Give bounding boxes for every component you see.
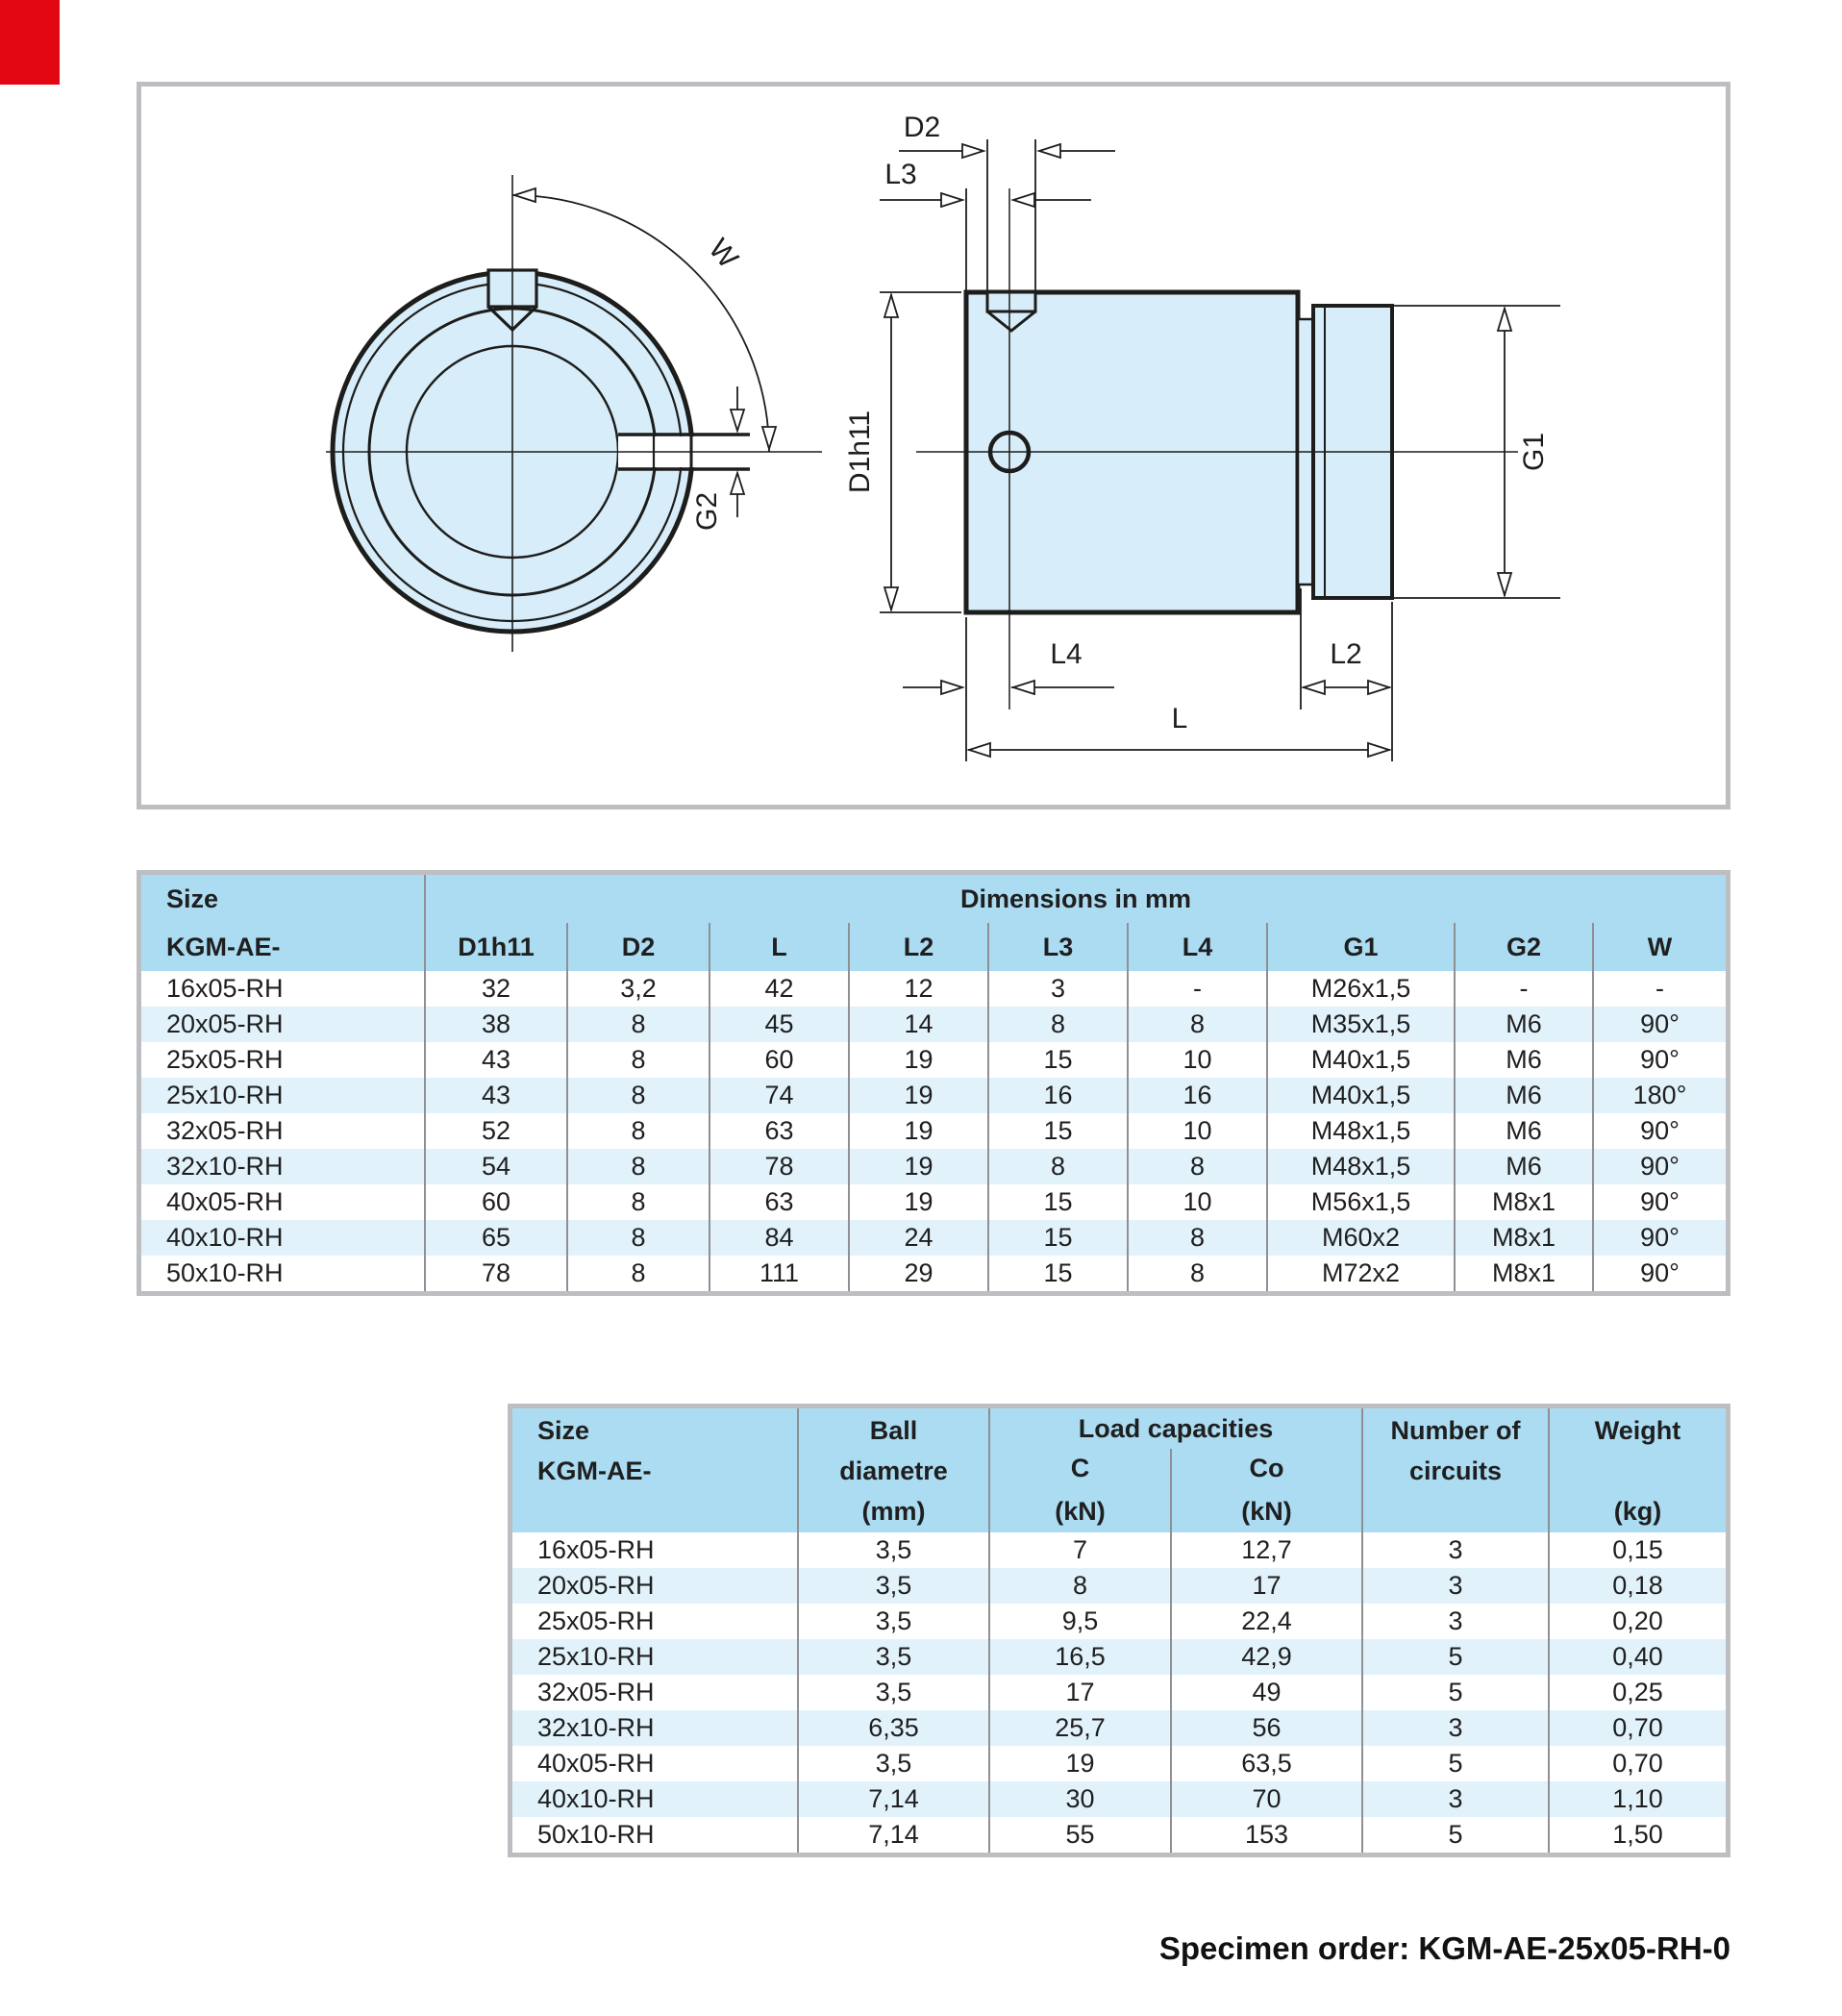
col-header-g1: G1 bbox=[1267, 923, 1455, 971]
value-cell: M56x1,5 bbox=[1267, 1184, 1455, 1220]
size-cell: 40x05-RH bbox=[166, 1187, 284, 1216]
value-cell: 45 bbox=[709, 1007, 849, 1042]
value-cell: M6 bbox=[1455, 1042, 1593, 1078]
value-cell: 8 bbox=[1128, 1007, 1267, 1042]
value-cell: 0,70 bbox=[1549, 1710, 1726, 1746]
d2-arrowhead-left bbox=[962, 144, 983, 158]
load-capacities-group-header: Load capacities bbox=[989, 1408, 1362, 1449]
l-label: L bbox=[1171, 703, 1188, 734]
value-cell: 16 bbox=[1128, 1078, 1267, 1113]
col-header-d2: D2 bbox=[567, 923, 709, 971]
value-cell: 5 bbox=[1362, 1746, 1549, 1781]
mm-unit-label: (mm) bbox=[861, 1496, 926, 1526]
value-cell: 90° bbox=[1593, 1007, 1726, 1042]
value-cell: 90° bbox=[1593, 1184, 1726, 1220]
value-cell: 8 bbox=[1128, 1149, 1267, 1184]
value-cell: - bbox=[1455, 971, 1593, 1007]
table-row bbox=[512, 1710, 1726, 1746]
value-cell: 0,15 bbox=[1549, 1532, 1726, 1568]
size-cell: 40x05-RH bbox=[537, 1749, 655, 1778]
value-cell: 8 bbox=[567, 1113, 709, 1149]
table-row bbox=[141, 1184, 1726, 1220]
value-cell: 8 bbox=[1128, 1220, 1267, 1256]
d1h11-arrowhead-top bbox=[884, 295, 898, 317]
value-cell: 8 bbox=[567, 1078, 709, 1113]
value-cell: 8 bbox=[988, 1149, 1128, 1184]
value-cell: 3 bbox=[1362, 1604, 1549, 1639]
value-cell: - bbox=[1128, 971, 1267, 1007]
value-cell: M6 bbox=[1455, 1078, 1593, 1113]
value-cell: 3 bbox=[1362, 1532, 1549, 1568]
spacer bbox=[537, 1491, 797, 1531]
co-column-header bbox=[1171, 1449, 1362, 1532]
table-row bbox=[512, 1604, 1726, 1639]
size-label: Size bbox=[166, 884, 219, 913]
value-cell: 3 bbox=[988, 971, 1128, 1007]
value-cell: 8 bbox=[567, 1042, 709, 1078]
co-unit-label: (kN) bbox=[1241, 1497, 1292, 1526]
table-row bbox=[512, 1639, 1726, 1675]
value-cell: 90° bbox=[1593, 1113, 1726, 1149]
value-cell: 17 bbox=[989, 1675, 1171, 1710]
value-cell: 78 bbox=[709, 1149, 849, 1184]
value-cell: 8 bbox=[567, 1220, 709, 1256]
side-view bbox=[844, 112, 1560, 761]
g1-label: G1 bbox=[1518, 432, 1550, 472]
value-cell: 3,5 bbox=[798, 1746, 989, 1781]
table-row bbox=[512, 1746, 1726, 1781]
table-row bbox=[141, 1220, 1726, 1256]
value-cell: 0,18 bbox=[1549, 1568, 1726, 1604]
value-cell: 16 bbox=[988, 1078, 1128, 1113]
l-arrowhead-right bbox=[1368, 743, 1389, 757]
spacer bbox=[1363, 1491, 1548, 1531]
circuits-label: circuits bbox=[1408, 1456, 1503, 1485]
value-cell: 0,20 bbox=[1549, 1604, 1726, 1639]
value-cell: 29 bbox=[849, 1256, 988, 1291]
value-cell: 19 bbox=[849, 1042, 988, 1078]
size-cell: 25x05-RH bbox=[537, 1606, 655, 1635]
value-cell: 52 bbox=[425, 1113, 567, 1149]
value-cell: 14 bbox=[849, 1007, 988, 1042]
size-column-header bbox=[141, 875, 425, 971]
load-capacities-table bbox=[512, 1408, 1726, 1853]
value-cell: 17 bbox=[1171, 1568, 1362, 1604]
value-cell: 19 bbox=[849, 1113, 988, 1149]
value-cell: 42 bbox=[709, 971, 849, 1007]
value-cell: 19 bbox=[989, 1746, 1171, 1781]
value-cell: 3,5 bbox=[798, 1675, 989, 1710]
size-cell: 50x10-RH bbox=[537, 1820, 655, 1849]
value-cell: 8 bbox=[567, 1256, 709, 1291]
l4-arrowhead-stub bbox=[941, 681, 962, 694]
value-cell: 16,5 bbox=[989, 1639, 1171, 1675]
value-cell: M72x2 bbox=[1267, 1256, 1455, 1291]
value-cell: 8 bbox=[1128, 1256, 1267, 1291]
value-cell: 42,9 bbox=[1171, 1639, 1362, 1675]
value-cell: 10 bbox=[1128, 1184, 1267, 1220]
load-table-panel bbox=[508, 1404, 1730, 1857]
value-cell: 25,7 bbox=[989, 1710, 1171, 1746]
value-cell: 15 bbox=[988, 1042, 1128, 1078]
value-cell: 65 bbox=[425, 1220, 567, 1256]
value-cell: 24 bbox=[849, 1220, 988, 1256]
series-label: KGM-AE- bbox=[537, 1456, 652, 1485]
value-cell: 19 bbox=[849, 1078, 988, 1113]
ball-nut-drawing bbox=[141, 87, 1726, 805]
value-cell: 12 bbox=[849, 971, 988, 1007]
value-cell: 30 bbox=[989, 1781, 1171, 1817]
value-cell: 3 bbox=[1362, 1781, 1549, 1817]
body-notch-rect bbox=[987, 292, 1035, 311]
value-cell: 9,5 bbox=[989, 1604, 1171, 1639]
value-cell: M6 bbox=[1455, 1007, 1593, 1042]
value-cell: 10 bbox=[1128, 1042, 1267, 1078]
w-arrowhead-top bbox=[514, 188, 535, 202]
value-cell: 7,14 bbox=[798, 1817, 989, 1853]
l2-arrowhead-right bbox=[1368, 681, 1389, 694]
value-cell: M48x1,5 bbox=[1267, 1149, 1455, 1184]
value-cell: 111 bbox=[709, 1256, 849, 1291]
co-label: Co bbox=[1249, 1454, 1284, 1482]
size-cell: 25x10-RH bbox=[512, 1639, 798, 1675]
value-cell: 5 bbox=[1362, 1817, 1549, 1853]
value-cell: 8 bbox=[989, 1568, 1171, 1604]
table-row bbox=[141, 1007, 1726, 1042]
g2-arrowhead-lower bbox=[731, 473, 744, 494]
l-arrowhead-left bbox=[969, 743, 990, 757]
table-row bbox=[512, 1817, 1726, 1853]
table-row bbox=[512, 1568, 1726, 1604]
value-cell: 32 bbox=[425, 971, 567, 1007]
value-cell: 3,5 bbox=[798, 1639, 989, 1675]
size-column-header bbox=[512, 1408, 798, 1532]
value-cell: 3,5 bbox=[798, 1568, 989, 1604]
value-cell: 3 bbox=[1362, 1568, 1549, 1604]
size-cell: 32x05-RH bbox=[166, 1116, 284, 1145]
value-cell: 90° bbox=[1593, 1256, 1726, 1291]
size-cell: 50x10-RH bbox=[166, 1258, 284, 1287]
page-corner-mark bbox=[0, 0, 60, 85]
c-label: C bbox=[1070, 1454, 1090, 1482]
value-cell: 15 bbox=[988, 1220, 1128, 1256]
l3-label: L3 bbox=[884, 159, 917, 190]
g1-arrowhead-bottom bbox=[1498, 573, 1511, 595]
col-header-l: L bbox=[709, 923, 849, 971]
value-cell: 8 bbox=[567, 1184, 709, 1220]
value-cell: 3,5 bbox=[798, 1604, 989, 1639]
value-cell: 19 bbox=[849, 1184, 988, 1220]
ball-label: Ball bbox=[869, 1415, 918, 1445]
value-cell: 7 bbox=[989, 1532, 1171, 1568]
spacer bbox=[1550, 1451, 1726, 1491]
value-cell: 43 bbox=[425, 1078, 567, 1113]
table-row bbox=[141, 1149, 1726, 1184]
value-cell: 15 bbox=[988, 1184, 1128, 1220]
g1-arrowhead-top bbox=[1498, 309, 1511, 331]
value-cell: 1,50 bbox=[1549, 1817, 1726, 1853]
value-cell: 54 bbox=[425, 1149, 567, 1184]
d2-arrowhead-right bbox=[1039, 144, 1060, 158]
value-cell: 63 bbox=[709, 1184, 849, 1220]
value-cell: 15 bbox=[988, 1256, 1128, 1291]
load-table-body bbox=[512, 1532, 1726, 1853]
value-cell: 10 bbox=[1128, 1113, 1267, 1149]
l4-label: L4 bbox=[1050, 638, 1083, 670]
l2-label: L2 bbox=[1330, 638, 1362, 670]
value-cell: 3,2 bbox=[567, 971, 709, 1007]
value-cell: 56 bbox=[1171, 1710, 1362, 1746]
value-cell: 60 bbox=[709, 1042, 849, 1078]
size-cell: 16x05-RH bbox=[537, 1535, 655, 1564]
value-cell: M6 bbox=[1455, 1149, 1593, 1184]
value-cell: 8 bbox=[988, 1007, 1128, 1042]
size-cell: 40x10-RH bbox=[512, 1781, 798, 1817]
value-cell: 5 bbox=[1362, 1639, 1549, 1675]
table-row bbox=[512, 1675, 1726, 1710]
value-cell: 0,40 bbox=[1549, 1639, 1726, 1675]
value-cell: 63 bbox=[709, 1113, 849, 1149]
technical-drawing-panel bbox=[137, 82, 1730, 809]
d1h11-arrowhead-bottom bbox=[884, 587, 898, 610]
col-header-g2: G2 bbox=[1455, 923, 1593, 971]
value-cell: 84 bbox=[709, 1220, 849, 1256]
value-cell: 63,5 bbox=[1171, 1746, 1362, 1781]
value-cell: M8x1 bbox=[1455, 1256, 1593, 1291]
specimen-order-text: Specimen order: KGM-AE-25x05-RH-0 bbox=[1158, 1930, 1730, 1966]
table-row bbox=[141, 971, 1726, 1007]
col-header-l2: L2 bbox=[849, 923, 988, 971]
value-cell: 55 bbox=[989, 1817, 1171, 1853]
l3-arrowhead-right bbox=[1013, 193, 1034, 207]
diametre-label: diametre bbox=[839, 1456, 948, 1485]
table-row bbox=[512, 1781, 1726, 1817]
c-column-header bbox=[989, 1449, 1171, 1532]
d1h11-label: D1h11 bbox=[844, 410, 876, 494]
l3-arrowhead-left bbox=[941, 193, 962, 207]
size-cell: 32x10-RH bbox=[512, 1710, 798, 1746]
value-cell: 49 bbox=[1171, 1675, 1362, 1710]
value-cell: 7,14 bbox=[798, 1781, 989, 1817]
number-of-label: Number of bbox=[1390, 1415, 1521, 1445]
table-row bbox=[512, 1532, 1726, 1568]
table-row bbox=[141, 1042, 1726, 1078]
table-row bbox=[141, 1078, 1726, 1113]
ball-diameter-header bbox=[798, 1408, 989, 1532]
size-cell: 40x10-RH bbox=[141, 1220, 425, 1256]
value-cell: - bbox=[1593, 971, 1726, 1007]
value-cell: 15 bbox=[988, 1113, 1128, 1149]
dimensions-table-panel bbox=[137, 870, 1730, 1296]
value-cell: M8x1 bbox=[1455, 1184, 1593, 1220]
col-header-w: W bbox=[1593, 923, 1726, 971]
value-cell: 8 bbox=[567, 1007, 709, 1042]
table-row bbox=[141, 1256, 1726, 1291]
value-cell: 0,25 bbox=[1549, 1675, 1726, 1710]
value-cell: 180° bbox=[1593, 1078, 1726, 1113]
weight-header bbox=[1549, 1408, 1726, 1532]
value-cell: M35x1,5 bbox=[1267, 1007, 1455, 1042]
d2-label: D2 bbox=[903, 112, 941, 143]
dimensions-table bbox=[141, 875, 1726, 1291]
value-cell: 5 bbox=[1362, 1675, 1549, 1710]
w-arrowhead-bottom bbox=[762, 427, 776, 449]
value-cell: 22,4 bbox=[1171, 1604, 1362, 1639]
col-header-l4: L4 bbox=[1128, 923, 1267, 971]
kg-unit-label: (kg) bbox=[1613, 1496, 1662, 1526]
value-cell: 1,10 bbox=[1549, 1781, 1726, 1817]
size-cell: 20x05-RH bbox=[512, 1568, 798, 1604]
value-cell: 3 bbox=[1362, 1710, 1549, 1746]
l4-arrowhead bbox=[1013, 681, 1034, 694]
value-cell: 38 bbox=[425, 1007, 567, 1042]
size-cell: 16x05-RH bbox=[166, 974, 284, 1003]
l2-arrowhead-left bbox=[1304, 681, 1325, 694]
size-label: Size bbox=[537, 1415, 590, 1445]
front-view bbox=[326, 175, 822, 652]
table-row bbox=[141, 1113, 1726, 1149]
value-cell: M8x1 bbox=[1455, 1220, 1593, 1256]
value-cell: M40x1,5 bbox=[1267, 1078, 1455, 1113]
dimensions-table-body bbox=[141, 971, 1726, 1291]
value-cell: 74 bbox=[709, 1078, 849, 1113]
dimensions-group-header: Dimensions in mm bbox=[425, 875, 1726, 923]
g2-arrowhead-upper bbox=[731, 410, 744, 431]
value-cell: M6 bbox=[1455, 1113, 1593, 1149]
value-cell: 6,35 bbox=[798, 1710, 989, 1746]
value-cell: M60x2 bbox=[1267, 1220, 1455, 1256]
value-cell: 90° bbox=[1593, 1042, 1726, 1078]
col-header-l3: L3 bbox=[988, 923, 1128, 971]
value-cell: 78 bbox=[425, 1256, 567, 1291]
weight-label: Weight bbox=[1594, 1415, 1681, 1445]
value-cell: M40x1,5 bbox=[1267, 1042, 1455, 1078]
value-cell: 8 bbox=[567, 1149, 709, 1184]
value-cell: 90° bbox=[1593, 1220, 1726, 1256]
value-cell: 60 bbox=[425, 1184, 567, 1220]
value-cell: M26x1,5 bbox=[1267, 971, 1455, 1007]
value-cell: 90° bbox=[1593, 1149, 1726, 1184]
value-cell: 12,7 bbox=[1171, 1532, 1362, 1568]
value-cell: 70 bbox=[1171, 1781, 1362, 1817]
value-cell: M48x1,5 bbox=[1267, 1113, 1455, 1149]
col-header-d1h11: D1h11 bbox=[425, 923, 567, 971]
value-cell: 3,5 bbox=[798, 1532, 989, 1568]
size-cell: 25x05-RH bbox=[166, 1045, 284, 1074]
c-unit-label: (kN) bbox=[1055, 1497, 1106, 1526]
value-cell: 19 bbox=[849, 1149, 988, 1184]
size-cell: 25x10-RH bbox=[141, 1078, 425, 1113]
g2-label: G2 bbox=[691, 491, 723, 531]
w-label: W bbox=[702, 233, 745, 275]
value-cell: 43 bbox=[425, 1042, 567, 1078]
size-cell: 20x05-RH bbox=[141, 1007, 425, 1042]
size-cell: 32x10-RH bbox=[141, 1149, 425, 1184]
size-cell: 32x05-RH bbox=[537, 1678, 655, 1706]
circuits-header bbox=[1362, 1408, 1549, 1532]
series-label: KGM-AE- bbox=[166, 933, 281, 961]
value-cell: 153 bbox=[1171, 1817, 1362, 1853]
value-cell: 0,70 bbox=[1549, 1746, 1726, 1781]
